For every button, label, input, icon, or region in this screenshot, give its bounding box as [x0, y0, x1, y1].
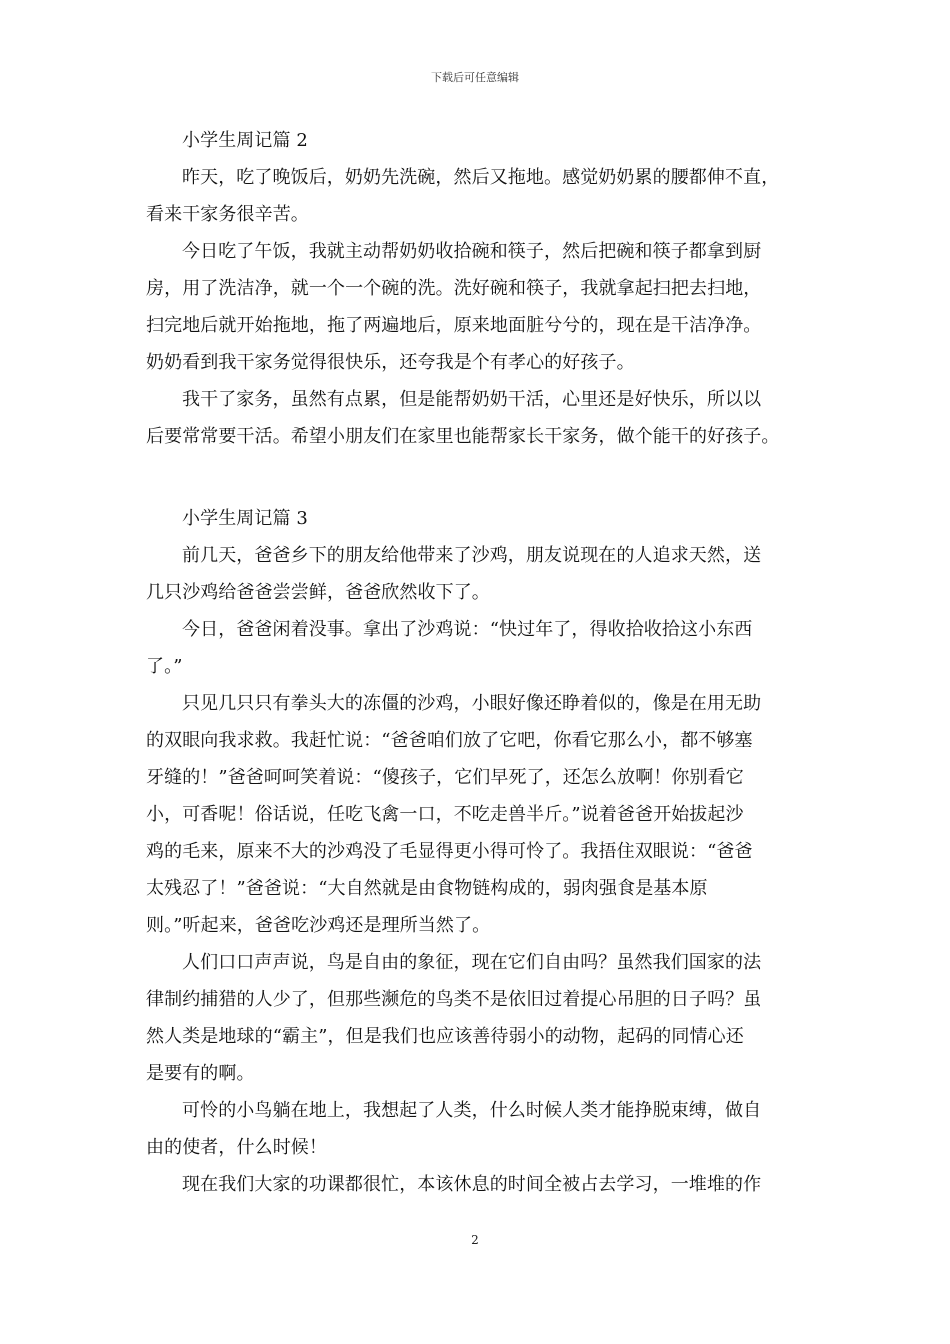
section-title: 小学生周记篇 3 — [182, 508, 308, 529]
section-gap — [146, 455, 818, 500]
paragraph-line: 看来干家务很辛苦。 — [146, 204, 309, 225]
paragraph-line: 人们口口声声说，鸟是自由的象征，现在它们自由吗？虽然我们国家的法 — [182, 952, 762, 973]
paragraph-line: 了。” — [146, 656, 183, 677]
paragraph-line: 我干了家务，虽然有点累，但是能帮奶奶干活，心里还是好快乐，所以以 — [182, 389, 762, 410]
paragraph-line: 然人类是地球的“霸主”，但是我们也应该善待弱小的动物，起码的同情心还 — [146, 1026, 744, 1047]
paragraph-line: 几只沙鸡给爸爸尝尝鲜，爸爸欣然收下了。 — [146, 582, 490, 603]
paragraph-line: 后要常常要干活。希望小朋友们在家里也能帮家长干家务，做个能干的好孩子。 — [146, 426, 780, 447]
paragraph-line: 牙缝的！”爸爸呵呵笑着说：“傻孩子，它们早死了，还怎么放啊！你别看它 — [146, 767, 744, 788]
paragraph-line: 昨天，吃了晚饭后，奶奶先洗碗，然后又拖地。感觉奶奶累的腰都伸不直， — [182, 167, 780, 188]
paragraph-line: 小，可香呢！俗话说，任吃飞禽一口，不吃走兽半斤。”说着爸爸开始拔起沙 — [146, 804, 744, 825]
document-body — [146, 122, 818, 1203]
paragraph-line: 是要有的啊。 — [146, 1063, 255, 1084]
paragraph-line: 现在我们大家的功课都很忙，本该休息的时间全被占去学习，一堆堆的作 — [182, 1174, 762, 1195]
paragraph-line: 由的使者，什么时候！ — [146, 1137, 327, 1158]
paragraph-line: 扫完地后就开始拖地，拖了两遍地后，原来地面脏兮兮的，现在是干洁净净。 — [146, 315, 762, 336]
paragraph-line: 律制约捕猎的人少了，但那些濒危的鸟类不是依旧过着提心吊胆的日子吗？虽 — [146, 989, 762, 1010]
page-header: 下载后可任意编辑 — [431, 71, 519, 84]
paragraph-line: 的双眼向我求救。我赶忙说：“爸爸咱们放了它吧，你看它那么小，都不够塞 — [146, 730, 753, 751]
paragraph-line: 只见几只只有拳头大的冻僵的沙鸡，小眼好像还睁着似的，像是在用无助 — [182, 693, 762, 714]
section-title: 小学生周记篇 2 — [182, 130, 308, 151]
paragraph-line: 太残忍了！”爸爸说：“大自然就是由食物链构成的，弱肉强食是基本原 — [146, 878, 708, 899]
page-number: 2 — [471, 1233, 479, 1247]
paragraph-line: 今日，爸爸闲着没事。拿出了沙鸡说：“快过年了，得收拾收拾这小东西 — [182, 619, 753, 640]
paragraph-line: 前几天，爸爸乡下的朋友给他带来了沙鸡，朋友说现在的人追求天然，送 — [182, 545, 762, 566]
paragraph-line: 则。”听起来，爸爸吃沙鸡还是理所当然了。 — [146, 915, 491, 936]
paragraph-line: 鸡的毛来，原来不大的沙鸡没了毛显得更小得可怜了。我捂住双眼说：“爸爸 — [146, 841, 753, 862]
paragraph-line: 奶奶看到我干家务觉得很快乐，还夸我是个有孝心的好孩子。 — [146, 352, 635, 373]
paragraph-line: 房，用了洗洁净，就一个一个碗的洗。洗好碗和筷子，我就拿起扫把去扫地， — [146, 278, 762, 299]
paragraph-line: 今日吃了午饭，我就主动帮奶奶收拾碗和筷子，然后把碗和筷子都拿到厨 — [182, 241, 762, 262]
paragraph-line: 可怜的小鸟躺在地上，我想起了人类，什么时候人类才能挣脱束缚，做自 — [182, 1100, 762, 1121]
